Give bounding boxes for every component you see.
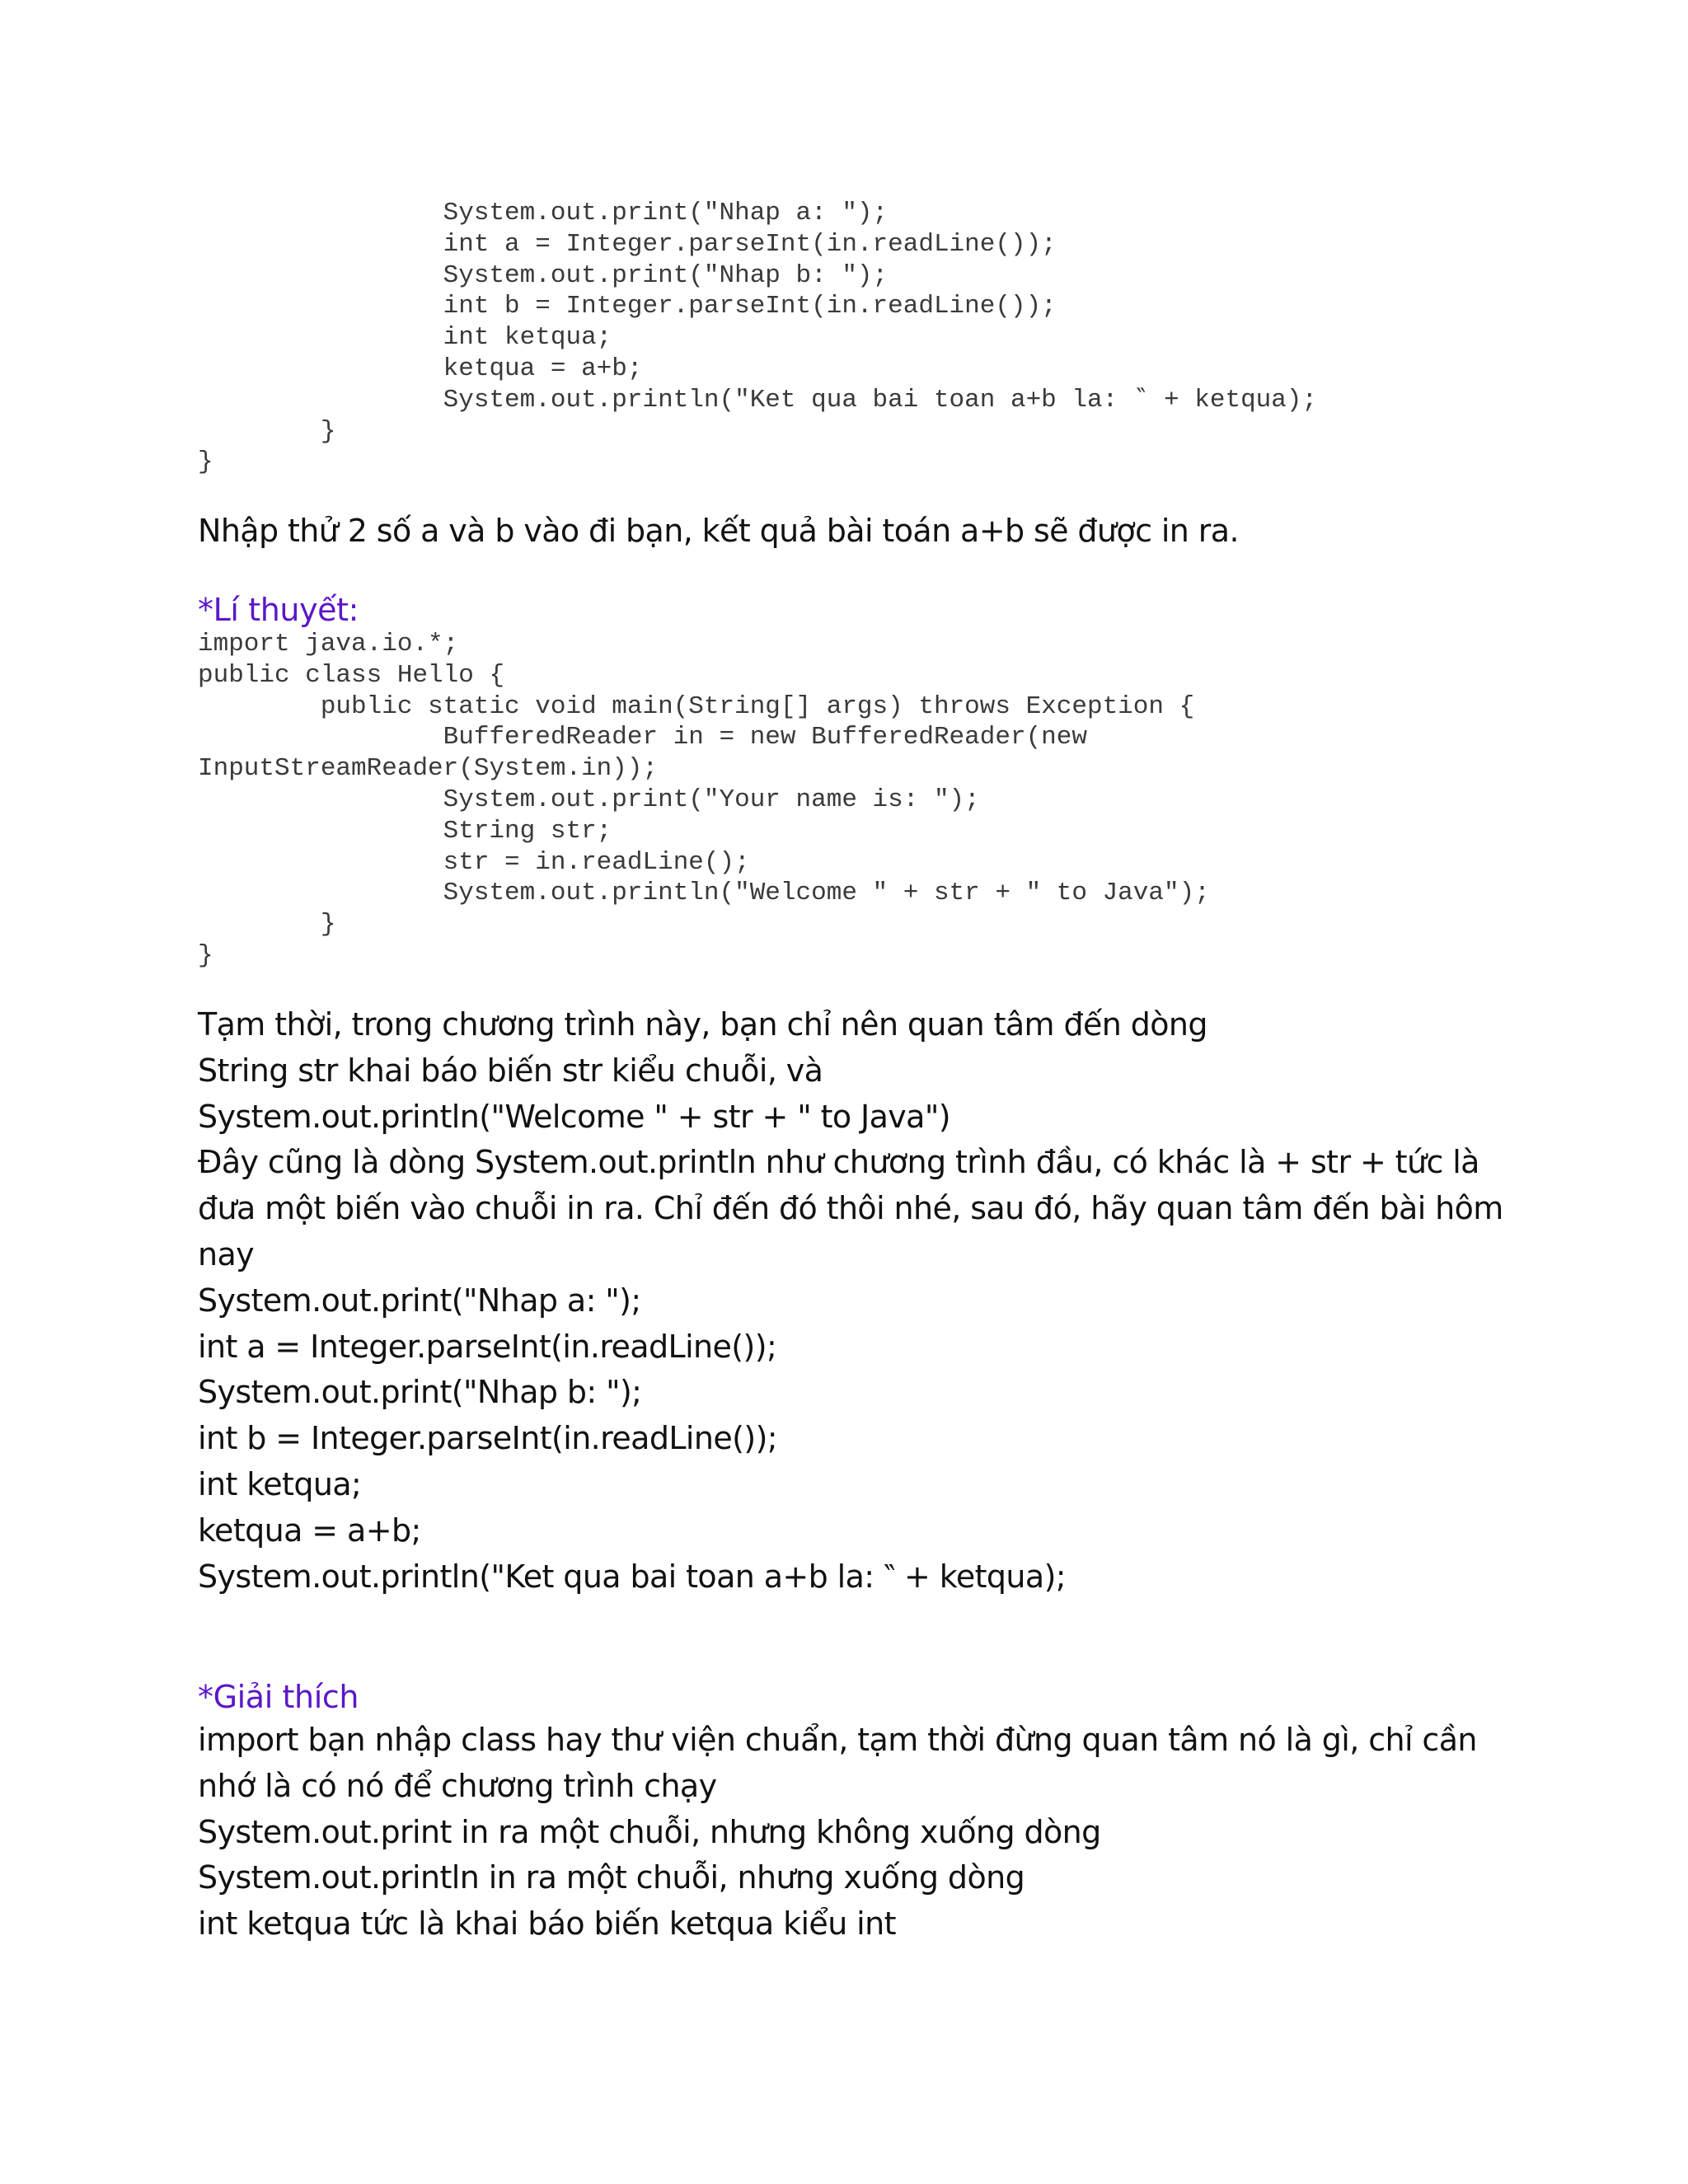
- code-line: System.out.println("Welcome " + str + " to Java");: [198, 879, 1210, 908]
- code-block-sum-program: [198, 198, 1317, 478]
- code-block-hello-program: [198, 629, 1210, 972]
- paragraph-line: System.out.println("Welcome " + str + " to Java"): [198, 1098, 950, 1135]
- code-line: InputStreamReader(System.in));: [198, 754, 659, 784]
- paragraph-line: đưa một biến vào chuỗi in ra. Chỉ đến đó thôi nhé, sau đó, hãy quan tâm đến bài hôm: [198, 1190, 1503, 1227]
- paragraph-line: import bạn nhập class hay thư viện chuẩn, tạm thời đừng quan tâm nó là gì, chỉ cần: [198, 1722, 1477, 1758]
- code-line: BufferedReader in = new BufferedReader(new: [198, 723, 1087, 752]
- explanation-heading: *Giải thích: [198, 1679, 359, 1715]
- paragraph-line: System.out.println in ra một chuỗi, nhưng xuống dòng: [198, 1859, 1025, 1896]
- paragraph-line: System.out.print("Nhap a: ");: [198, 1282, 641, 1319]
- code-line: System.out.println("Ket qua bai toan a+b la: ‶ + ketqua);: [198, 385, 1318, 415]
- paragraph-line: Nhập thử 2 số a và b vào đi bạn, kết quả bài toán a+b sẽ được in ra.: [198, 513, 1239, 549]
- paragraph-line: nhớ là có nó để chương trình chạy: [198, 1767, 717, 1804]
- paragraph-line: System.out.println("Ket qua bai toan a+b la: ‶ + ketqua);: [198, 1558, 1067, 1595]
- paragraph-line: ketqua = a+b;: [198, 1511, 421, 1549]
- code-line: int ketqua;: [198, 323, 612, 353]
- code-line: System.out.print("Nhap b: ");: [198, 260, 889, 290]
- code-line: }: [198, 910, 336, 940]
- intro-paragraph: [198, 509, 1533, 555]
- paragraph-line: System.out.print in ra một chuỗi, nhưng không xuống dòng: [198, 1813, 1101, 1850]
- code-line: System.out.print("Nhap a: ");: [198, 199, 889, 227]
- code-line: public class Hello {: [198, 660, 505, 690]
- code-line: str = in.readLine();: [198, 847, 750, 877]
- paragraph-line: int ketqua tức là khai báo biến ketqua kiểu int: [198, 1905, 896, 1943]
- explanation-body: [198, 1718, 1533, 1947]
- code-line: String str;: [198, 816, 612, 846]
- code-line: import java.io.*;: [198, 630, 459, 658]
- code-line: }: [198, 416, 336, 446]
- paragraph-line: System.out.print("Nhap b: ");: [198, 1374, 642, 1411]
- code-line: int b = Integer.parseInt(in.readLine());: [198, 292, 1057, 321]
- code-line: int a = Integer.parseInt(in.readLine());: [198, 229, 1057, 259]
- code-line: }: [198, 448, 213, 477]
- paragraph-line: String str khai báo biến str kiểu chuỗi, và: [198, 1052, 823, 1089]
- code-line: ketqua = a+b;: [198, 354, 643, 383]
- paragraph-line: int ketqua;: [198, 1465, 362, 1502]
- paragraph-line: nay: [198, 1235, 255, 1272]
- paragraph-line: Tạm thời, trong chương trình này, bạn chỉ nên quan tâm đến dòng: [198, 1006, 1207, 1043]
- explanation-paragraph: [198, 1002, 1533, 1600]
- code-line: }: [198, 940, 213, 970]
- code-line: public static void main(String[] args) throws Exception {: [198, 691, 1195, 721]
- code-line: System.out.print("Your name is: ");: [198, 785, 980, 814]
- paragraph-line: int a = Integer.parseInt(in.readLine());: [198, 1328, 777, 1365]
- theory-heading: *Lí thuyết:: [198, 592, 359, 628]
- paragraph-line: Đây cũng là dòng System.out.println như chương trình đầu, có khác là + str + tức là: [198, 1144, 1479, 1181]
- paragraph-line: int b = Integer.parseInt(in.readLine());: [198, 1420, 778, 1457]
